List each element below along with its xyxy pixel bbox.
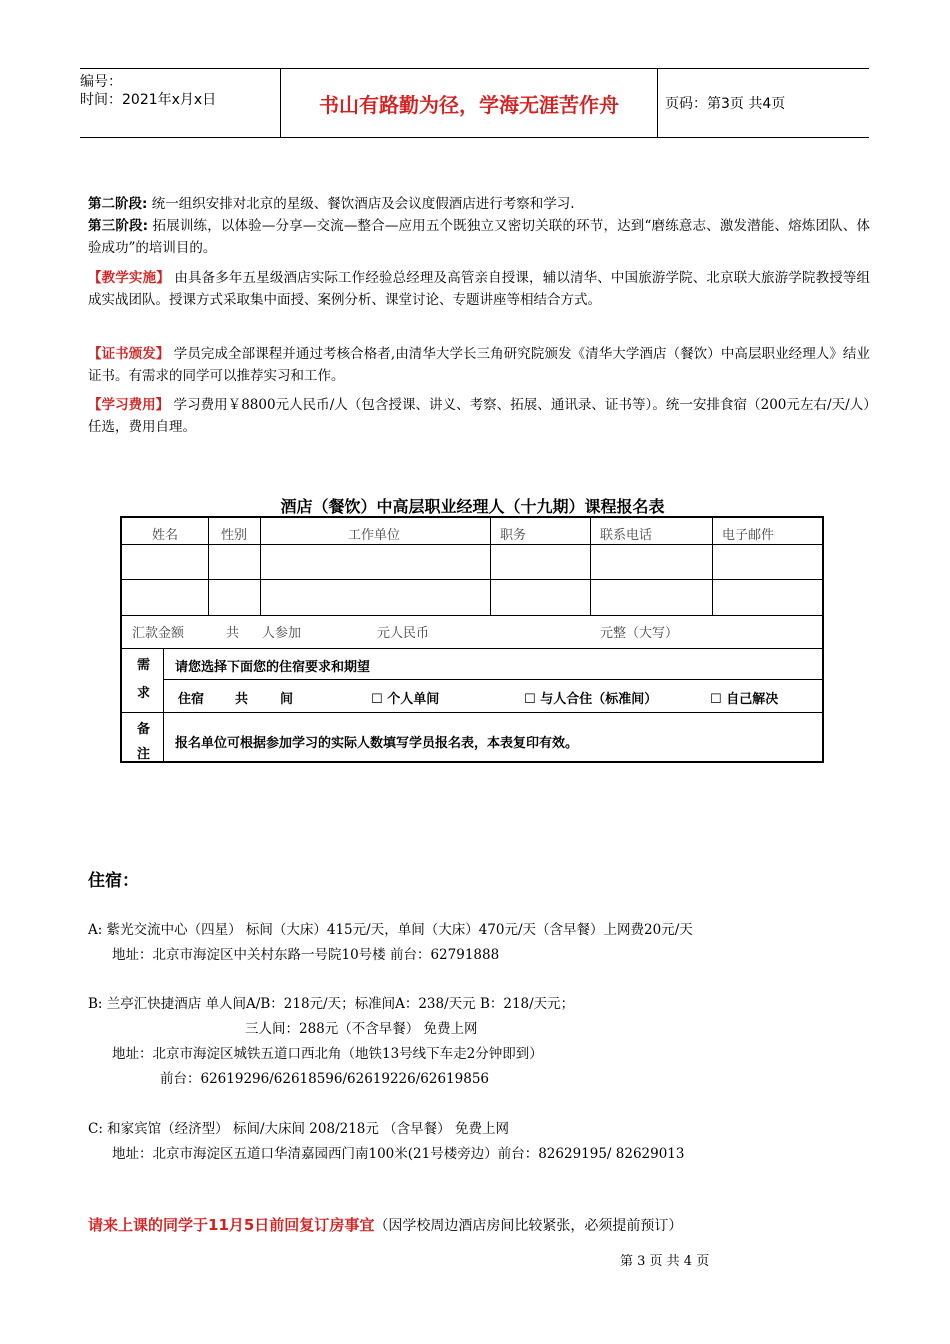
option-single[interactable]	[371, 688, 439, 707]
col-employer: 工作单位	[348, 528, 401, 543]
fee-paragraph	[88, 395, 870, 439]
document-number: 编号：	[80, 74, 122, 90]
remit-people: 人参加	[262, 626, 302, 641]
certificate-text: 学员完成全部课程并通过考核合格者,由清华大学长三角研究院颁发《清华大学酒店（餐饮）中高层职业经理人》结业证书。有需求的同学可以推荐实习和工作。	[88, 346, 870, 384]
fee-text: 学习费用￥8800元人民币/人（包含授课、讲义、考察、拓展、通讯录、证书等）。统一安排食宿（200元左右/天/人）任选，费用自理。	[88, 397, 870, 435]
note-label-2: 注	[137, 747, 151, 762]
shared-checkbox-icon[interactable]: ☐	[524, 692, 536, 707]
remit-label: 汇款金额	[132, 626, 185, 641]
hotel-a-line-2: 地址：北京市海淀区中关村东路一号院10号楼 前台：62791888	[112, 947, 500, 963]
option-single-label: 个人单间	[387, 692, 440, 707]
hotel-c-line-2: 地址：北京市海淀区五道口华清嘉园西门南100米(21号楼旁边）前台：82629195/ 82629013	[112, 1146, 685, 1162]
lodging-total: 共	[235, 692, 249, 707]
hotel-b-line-1: B: 兰亭汇快捷酒店 单人间A/B：218元/天；标准间A：238/天元 B：218/天元；	[88, 996, 575, 1012]
header-page-info: 页码：第3页 共4页	[665, 96, 786, 112]
single-checkbox-icon[interactable]: ☐	[371, 692, 383, 707]
notice-rest: （因学校周边酒店房间比较紧张，必须提前预订）	[374, 1218, 683, 1234]
certificate-label: 【证书颁发】	[88, 346, 170, 362]
col-position: 职务	[500, 528, 527, 543]
lodging-label: 住宿	[178, 692, 205, 707]
lodging-room: 间	[280, 692, 294, 707]
notice-emphasis: 请来上课的同学于11月5日前回复订房事宜	[88, 1216, 375, 1234]
stage-3-text: 拓展训练，以体验—分享—交流—整合—应用五个既独立又密切关联的环节，达到“磨练意志、激发潜能、熔炼团队、体验成功”的培训目的。	[88, 218, 870, 256]
page-header	[80, 68, 869, 138]
form-title: 酒店（餐饮）中高层职业经理人（十九期）课程报名表	[280, 497, 665, 516]
fee-label: 【学习费用】	[88, 397, 170, 413]
self-checkbox-icon[interactable]: ☐	[710, 692, 722, 707]
need-prompt: 请您选择下面您的住宿要求和期望	[175, 660, 371, 675]
col-phone: 联系电话	[600, 528, 653, 543]
header-meta	[80, 69, 280, 141]
option-self-label: 自己解决	[726, 692, 779, 707]
teaching-paragraph	[88, 268, 870, 312]
option-shared-label: 与人合住（标准间）	[540, 692, 658, 707]
note-text: 报名单位可根据参加学习的实际人数填写学员报名表，本表复印有效。	[175, 736, 579, 751]
remit-total: 共	[226, 626, 240, 641]
hotel-c-line-1: C: 和家宾馆（经济型） 标间/大床间 208/218元 （含早餐） 免费上网	[88, 1121, 509, 1137]
option-shared[interactable]	[524, 688, 657, 707]
stage-2-label: 第二阶段:	[88, 196, 148, 212]
hotel-b-line-3: 地址：北京市海淀区城铁五道口西北角（地铁13号线下车走2分钟即到）	[112, 1046, 543, 1062]
hotel-b-line-2: 三人间：288元（不含早餐） 免费上网	[245, 1021, 478, 1037]
hotel-a-line-1: A: 紫光交流中心（四星） 标间（大床）415元/天，单间（大床）470元/天（含早餐）上网费20元/天	[88, 922, 693, 938]
header-motto: 书山有路勤为径，学海无涯苦作舟	[280, 69, 658, 137]
stage-2-text: 统一组织安排对北京的星级、餐饮酒店及会议度假酒店进行考察和学习.	[151, 196, 575, 212]
lodging-heading: 住宿：	[88, 871, 139, 891]
need-label-2: 求	[137, 686, 151, 701]
remit-caps: 元整（大写）	[600, 626, 679, 641]
registration-table	[120, 516, 824, 763]
col-gender: 性别	[221, 528, 248, 543]
teaching-label: 【教学实施】	[88, 270, 170, 286]
col-name: 姓名	[152, 528, 179, 543]
remit-rmb: 元人民币	[377, 626, 430, 641]
stage-3-label: 第三阶段:	[88, 218, 149, 234]
document-time: 时间：2021年x月x日	[80, 92, 217, 108]
stage-3-paragraph	[88, 216, 870, 260]
booking-notice	[88, 1214, 682, 1235]
col-email: 电子邮件	[722, 528, 775, 543]
option-self[interactable]	[710, 688, 778, 707]
certificate-paragraph	[88, 344, 870, 388]
stage-2-paragraph	[88, 194, 870, 216]
teaching-text: 由具备多年五星级酒店实际工作经验总经理及高管亲自授课，辅以清华、中国旅游学院、北京联大旅游学院教授等组成实战团队。授课方式采取集中面授、案例分析、课堂讨论、专题讲座等相结合方式。	[88, 270, 871, 308]
footer-page-number: 第 3 页 共 4 页	[620, 1254, 710, 1269]
need-label-1: 需	[137, 658, 151, 673]
note-label-1: 备	[137, 722, 151, 737]
hotel-b-line-4: 前台：62619296/62618596/62619226/62619856	[160, 1071, 489, 1087]
